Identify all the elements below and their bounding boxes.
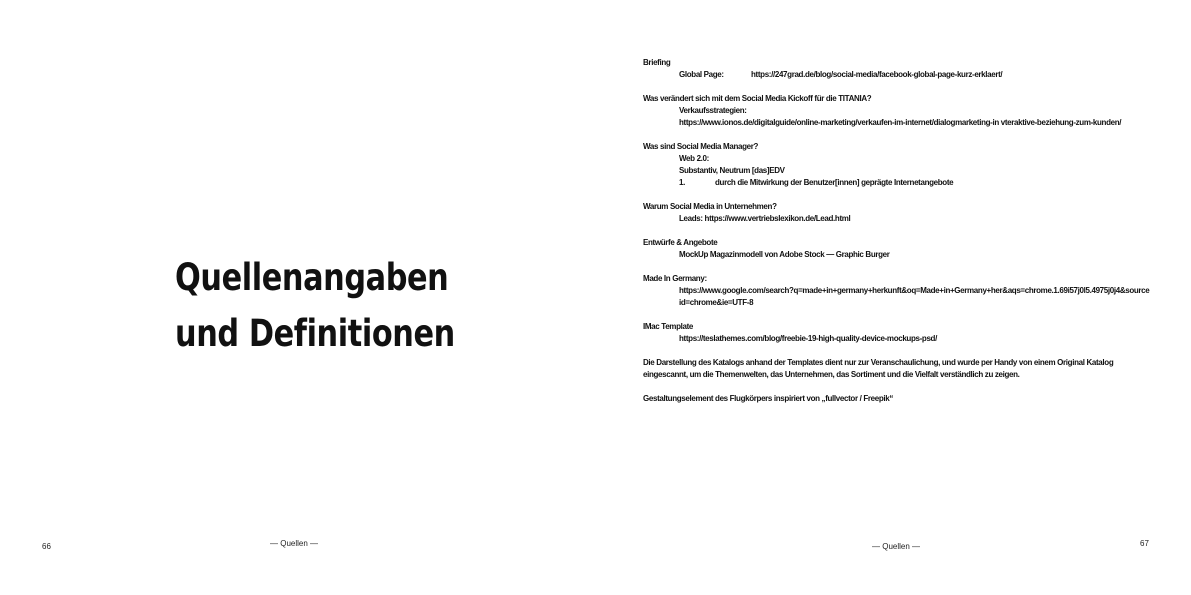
- entry-title: Warum Social Media in Unternehmen?: [643, 202, 777, 211]
- source-entry-briefing: [643, 57, 1153, 81]
- title-line-1: Quellenangaben: [175, 256, 449, 299]
- left-page: [0, 0, 595, 595]
- entry-line-numbered: [643, 177, 1153, 189]
- source-entry-made-in-germany: [643, 273, 1153, 309]
- entry-line: [643, 69, 1153, 81]
- entry-title: Briefing: [643, 58, 671, 67]
- page-title: [175, 250, 455, 362]
- entry-title: Made In Germany:: [643, 274, 707, 283]
- entry-line: Web 2.0:: [679, 154, 709, 163]
- page-number-left: 66: [42, 542, 51, 551]
- entry-line-link[interactable]: https://www.ionos.de/digitalguide/online-marketing/verkaufen-im-internet/dialogmarketing-in vteraktive-beziehung-zum-kunden/: [679, 118, 1122, 127]
- note-paragraph: Die Darstellung des Katalogs anhand der Templates dient nur zur Veranschaulichung, und wurde per Handy von einem Original Katalog eingescannt, um die Themenwelten, das Unternehmen, das Sortiment und die Vielfalt verständlich zu zeigen.: [643, 358, 1114, 379]
- entry-line: Verkaufsstrategien:: [679, 106, 747, 115]
- source-list: [643, 57, 1153, 417]
- entry-line-link[interactable]: https://www.google.com/search?q=made+in+germany+herkunft&oq=Made+in+Germany+her&aqs=chrome.1.69i57j0l5.4975j0j4&sourceid=chrome&ie=UTF-8: [679, 286, 1150, 307]
- entry-line-link[interactable]: Leads: https://www.vertriebslexikon.de/Lead.html: [679, 214, 851, 223]
- entry-title: Was verändert sich mit dem Social Media Kickoff für die TITANIA?: [643, 94, 872, 103]
- source-entry-imac-template: [643, 321, 1153, 345]
- source-entry-social-media-manager: [643, 141, 1153, 189]
- title-line-2: und Definitionen: [175, 312, 455, 355]
- entry-title: Entwürfe & Angebote: [643, 238, 718, 247]
- entry-line-link[interactable]: https://teslathemes.com/blog/freebie-19-high-quality-device-mockups-psd/: [679, 334, 937, 343]
- entry-title: IMac Template: [643, 322, 693, 331]
- source-entry-entwuerfe: [643, 237, 1153, 261]
- right-page: [596, 0, 1191, 595]
- source-entry-unternehmen: [643, 201, 1153, 225]
- entry-title: Was sind Social Media Manager?: [643, 142, 759, 151]
- entry-line: MockUp Magazinmodell von Adobe Stock — Graphic Burger: [679, 250, 890, 259]
- footer-label-left: — Quellen —: [270, 539, 319, 548]
- source-entry-kickoff: [643, 93, 1153, 129]
- entry-line-link[interactable]: https://247grad.de/blog/social-media/facebook-global-page-kurz-erklaert/: [751, 70, 1003, 79]
- footer-label-right: — Quellen —: [872, 542, 921, 551]
- page-number-right: 67: [1140, 539, 1149, 548]
- entry-line-label: Global Page:: [679, 70, 724, 79]
- entry-line-text: durch die Mitwirkung der Benutzer[innen] geprägte Internetangebote: [715, 178, 954, 187]
- credit-paragraph: Gestaltungselement des Flugkörpers inspiriert von „fullvector / Freepik“: [643, 394, 893, 403]
- entry-line: Substantiv, Neutrum [das]EDV: [679, 166, 785, 175]
- list-number: 1.: [679, 178, 685, 187]
